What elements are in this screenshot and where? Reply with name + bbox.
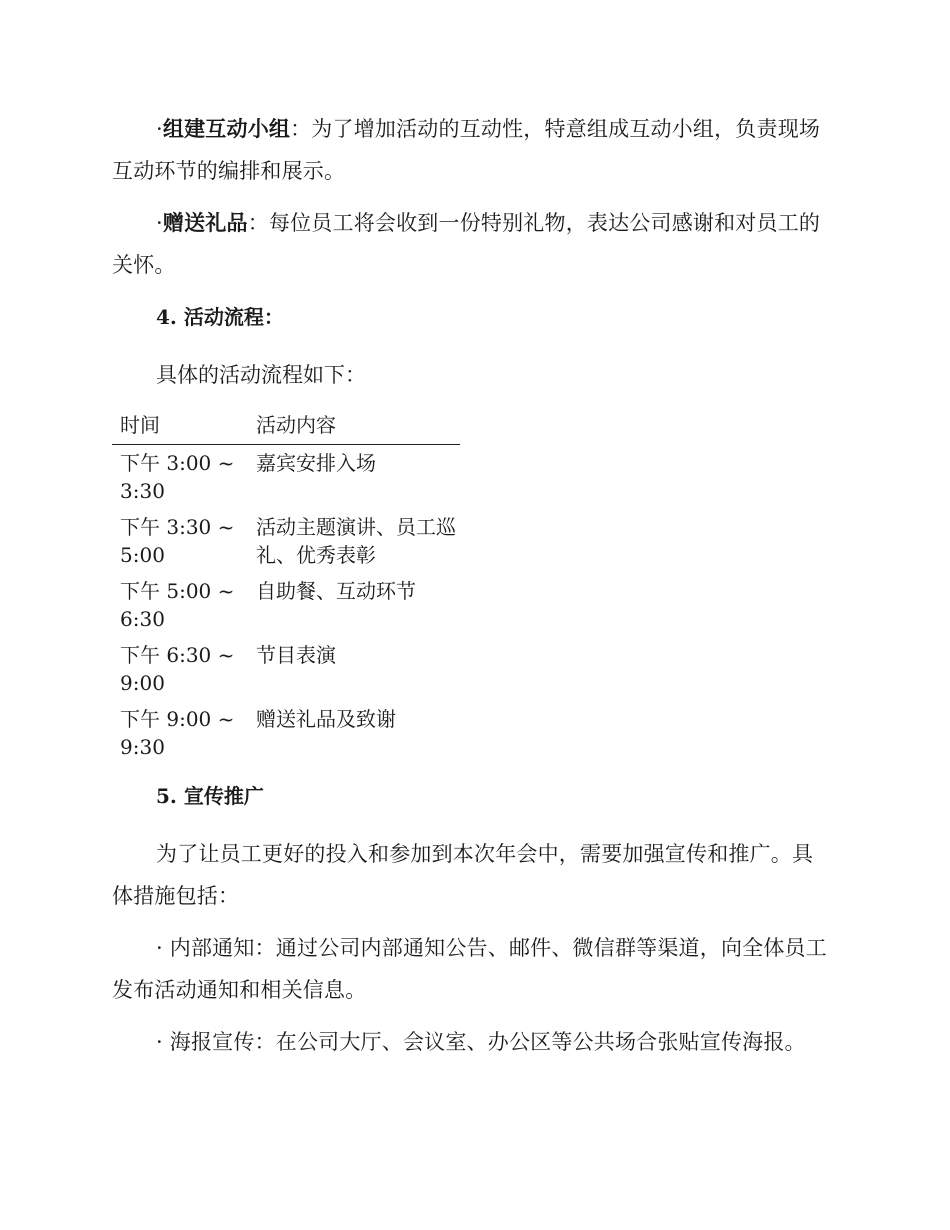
schedule-header-content: 活动内容 (248, 410, 460, 445)
table-row (112, 509, 460, 573)
promo-notice: · 内部通知：通过公司内部通知公告、邮件、微信群等渠道，向全体员工发布活动通知和相关信息。 (112, 936, 827, 1002)
schedule-content-cell: 活动主题演讲、员工巡礼、优秀表彰 (256, 515, 456, 567)
group-title: 组建互动小组 (162, 116, 291, 141)
group-paragraph (112, 108, 834, 192)
schedule-time-cell: 下午 6:30 ~ 9:00 (120, 643, 235, 695)
schedule-header-time: 时间 (112, 410, 248, 445)
flow-heading: 4. 活动流程： (156, 305, 284, 329)
document-page (112, 108, 834, 1073)
table-row (112, 701, 460, 765)
schedule-content-cell: 自助餐、互动环节 (256, 579, 416, 603)
gift-text: ：每位员工将会收到一份特别礼物，表达公司感谢和对员工的关怀。 (112, 211, 821, 277)
table-row (112, 573, 460, 637)
promo-intro: 为了让员工更好的投入和参加到本次年会中，需要加强宣传和推广。具体措施包括： (112, 842, 814, 908)
flow-intro: 具体的活动流程如下： (156, 363, 366, 387)
schedule-time-cell: 下午 5:00 ~ 6:30 (120, 579, 235, 631)
schedule-time-cell: 下午 3:00 ~ 3:30 (120, 451, 235, 503)
promo-poster: · 海报宣传：在公司大厅、会议室、办公区等公共场合张贴宣传海报。 (156, 1030, 806, 1054)
gift-bullet: · (156, 211, 163, 235)
schedule-header-row (112, 410, 460, 445)
schedule-time-cell: 下午 9:00 ~ 9:30 (120, 707, 235, 759)
gift-paragraph (112, 202, 834, 286)
group-text: ：为了增加活动的互动性，特意组成互动小组，负责现场互动环节的编排和展示。 (112, 117, 821, 183)
gift-title: 赠送礼品 (162, 210, 248, 235)
table-row (112, 445, 460, 510)
schedule-content-cell: 赠送礼品及致谢 (256, 707, 396, 731)
group-bullet: · (156, 117, 163, 141)
schedule-table (112, 410, 460, 765)
schedule-time-cell: 下午 3:30 ~ 5:00 (120, 515, 235, 567)
schedule-content-cell: 节目表演 (256, 643, 336, 667)
promo-heading: 5. 宣传推广 (156, 784, 264, 808)
schedule-content-cell: 嘉宾安排入场 (256, 451, 376, 475)
table-row (112, 637, 460, 701)
